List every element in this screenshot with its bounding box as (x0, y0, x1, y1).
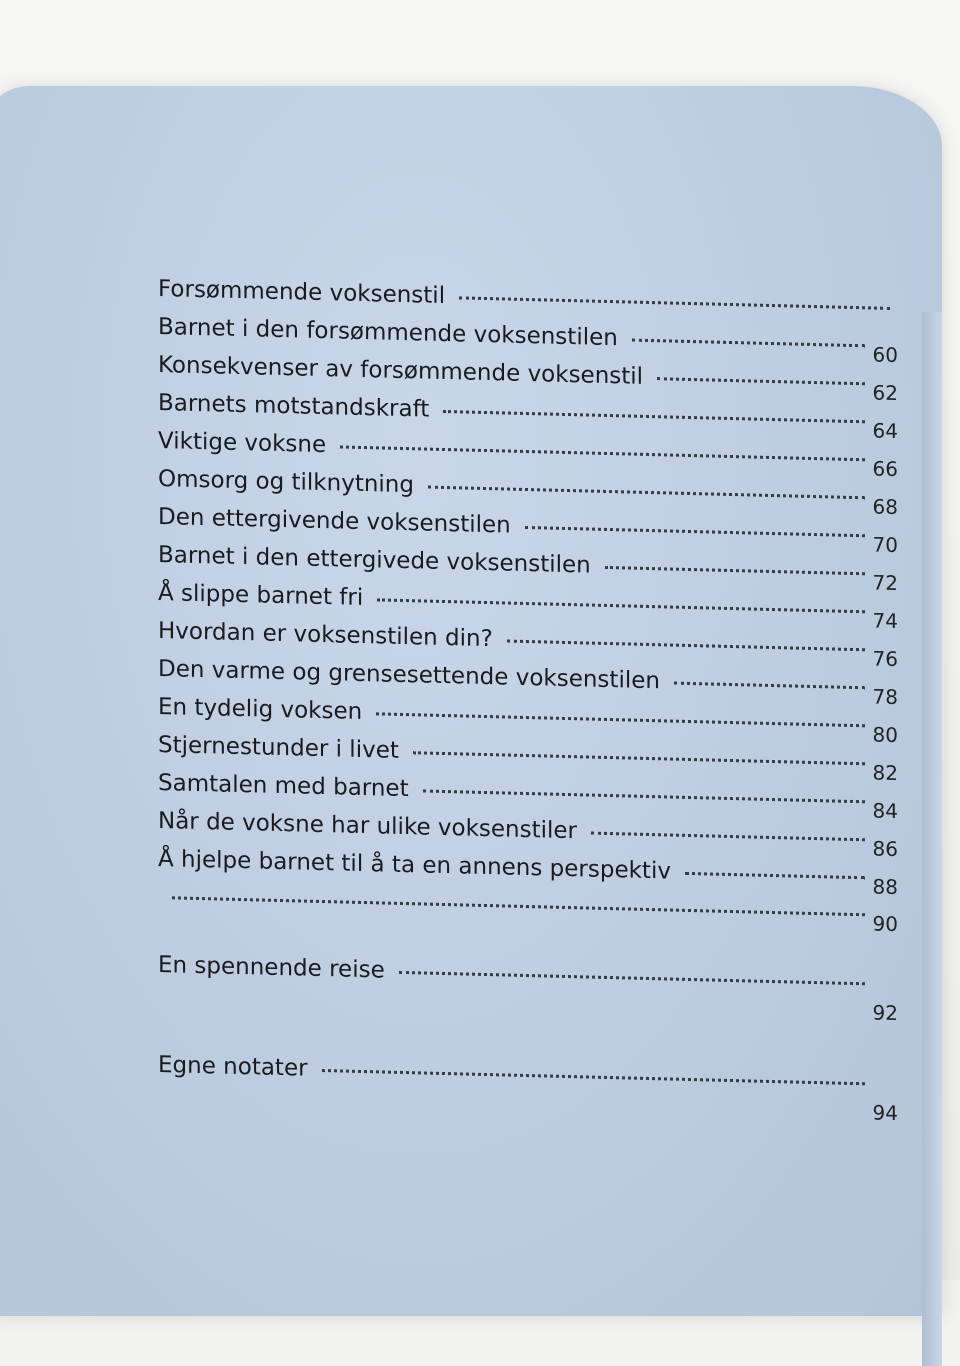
dot-leader (605, 566, 865, 575)
toc-entry-title: Omsorg og tilknytning (158, 466, 414, 499)
toc-entry-title: Den ettergivende voksenstilen (158, 504, 511, 539)
page-edge (922, 312, 942, 1366)
dot-leader (657, 377, 864, 385)
dot-leader (399, 971, 865, 985)
toc-entry-title: Å slippe barnet fri (158, 580, 364, 612)
toc-entry-page: 80 (872, 722, 898, 748)
toc-entry-page: 82 (872, 760, 898, 786)
dot-leader (685, 872, 865, 879)
toc-entry-page: 94 (872, 1100, 898, 1126)
dot-leader (377, 598, 864, 613)
toc-entry-page: 78 (872, 684, 898, 710)
toc-entry-page: 76 (872, 646, 898, 672)
toc-entry-page: 84 (872, 798, 898, 824)
dot-leader (674, 682, 865, 690)
toc-entry-page: 60 (872, 342, 898, 368)
toc-entry (158, 952, 898, 1040)
toc-entry-page: 92 (872, 1000, 898, 1026)
dot-leader (428, 486, 865, 500)
dot-leader (340, 445, 864, 461)
toc-entry-title: Hvordan er voksenstilen din? (158, 618, 493, 653)
toc-entry-title: Barnet i den forsømmende voksenstilen (158, 314, 618, 352)
toc-entry-title: En tydelig voksen (158, 694, 363, 725)
dot-leader (172, 896, 865, 916)
toc-entry-title: Å hjelpe barnet til å ta en annens perspektiv (158, 846, 671, 885)
dot-leader (632, 339, 865, 348)
table-of-contents (158, 276, 898, 1140)
toc-entry-title: Egne notater (158, 1052, 308, 1082)
toc-entry-page: 62 (872, 380, 898, 406)
toc-entry-page: 90 (872, 911, 898, 937)
dot-leader (591, 832, 865, 842)
dot-leader (459, 296, 890, 310)
toc-entry-title: En spennende reise (158, 952, 385, 984)
toc-entry-title: Når de voksne har ulike voksenstiler (158, 808, 578, 845)
toc-entry-title: Stjernestunder i livet (158, 732, 399, 764)
dot-leader (443, 410, 864, 423)
toc-entry-page: 74 (872, 608, 898, 634)
dot-leader (376, 712, 864, 727)
toc-entry-title: Viktige voksne (158, 428, 327, 459)
toc-entry-title: Forsømmende voksenstil (158, 276, 446, 310)
toc-entry-title: Den varme og grensesettende voksenstilen (158, 656, 660, 695)
toc-entry-title: Barnets motstandskraft (158, 390, 430, 423)
toc-entry-page: 88 (872, 874, 898, 900)
toc-entry-page: 70 (872, 532, 898, 558)
toc-entry-title: Konsekvenser av forsømmende voksenstil (158, 352, 644, 390)
dot-leader (507, 640, 865, 652)
toc-entry-page: 66 (872, 456, 898, 482)
toc-entry-page: 86 (872, 836, 898, 862)
dot-leader (423, 789, 865, 803)
toc-entry-title: Samtalen med barnet (158, 770, 409, 803)
toc-entry-page: 72 (872, 570, 898, 596)
dot-leader (322, 1069, 865, 1085)
toc-entry-page: 68 (872, 494, 898, 520)
toc-entry-title: Barnet i den ettergivede voksenstilen (158, 542, 591, 579)
dot-leader (413, 751, 865, 765)
toc-entry-page: 64 (872, 418, 898, 444)
dot-leader (525, 526, 865, 537)
